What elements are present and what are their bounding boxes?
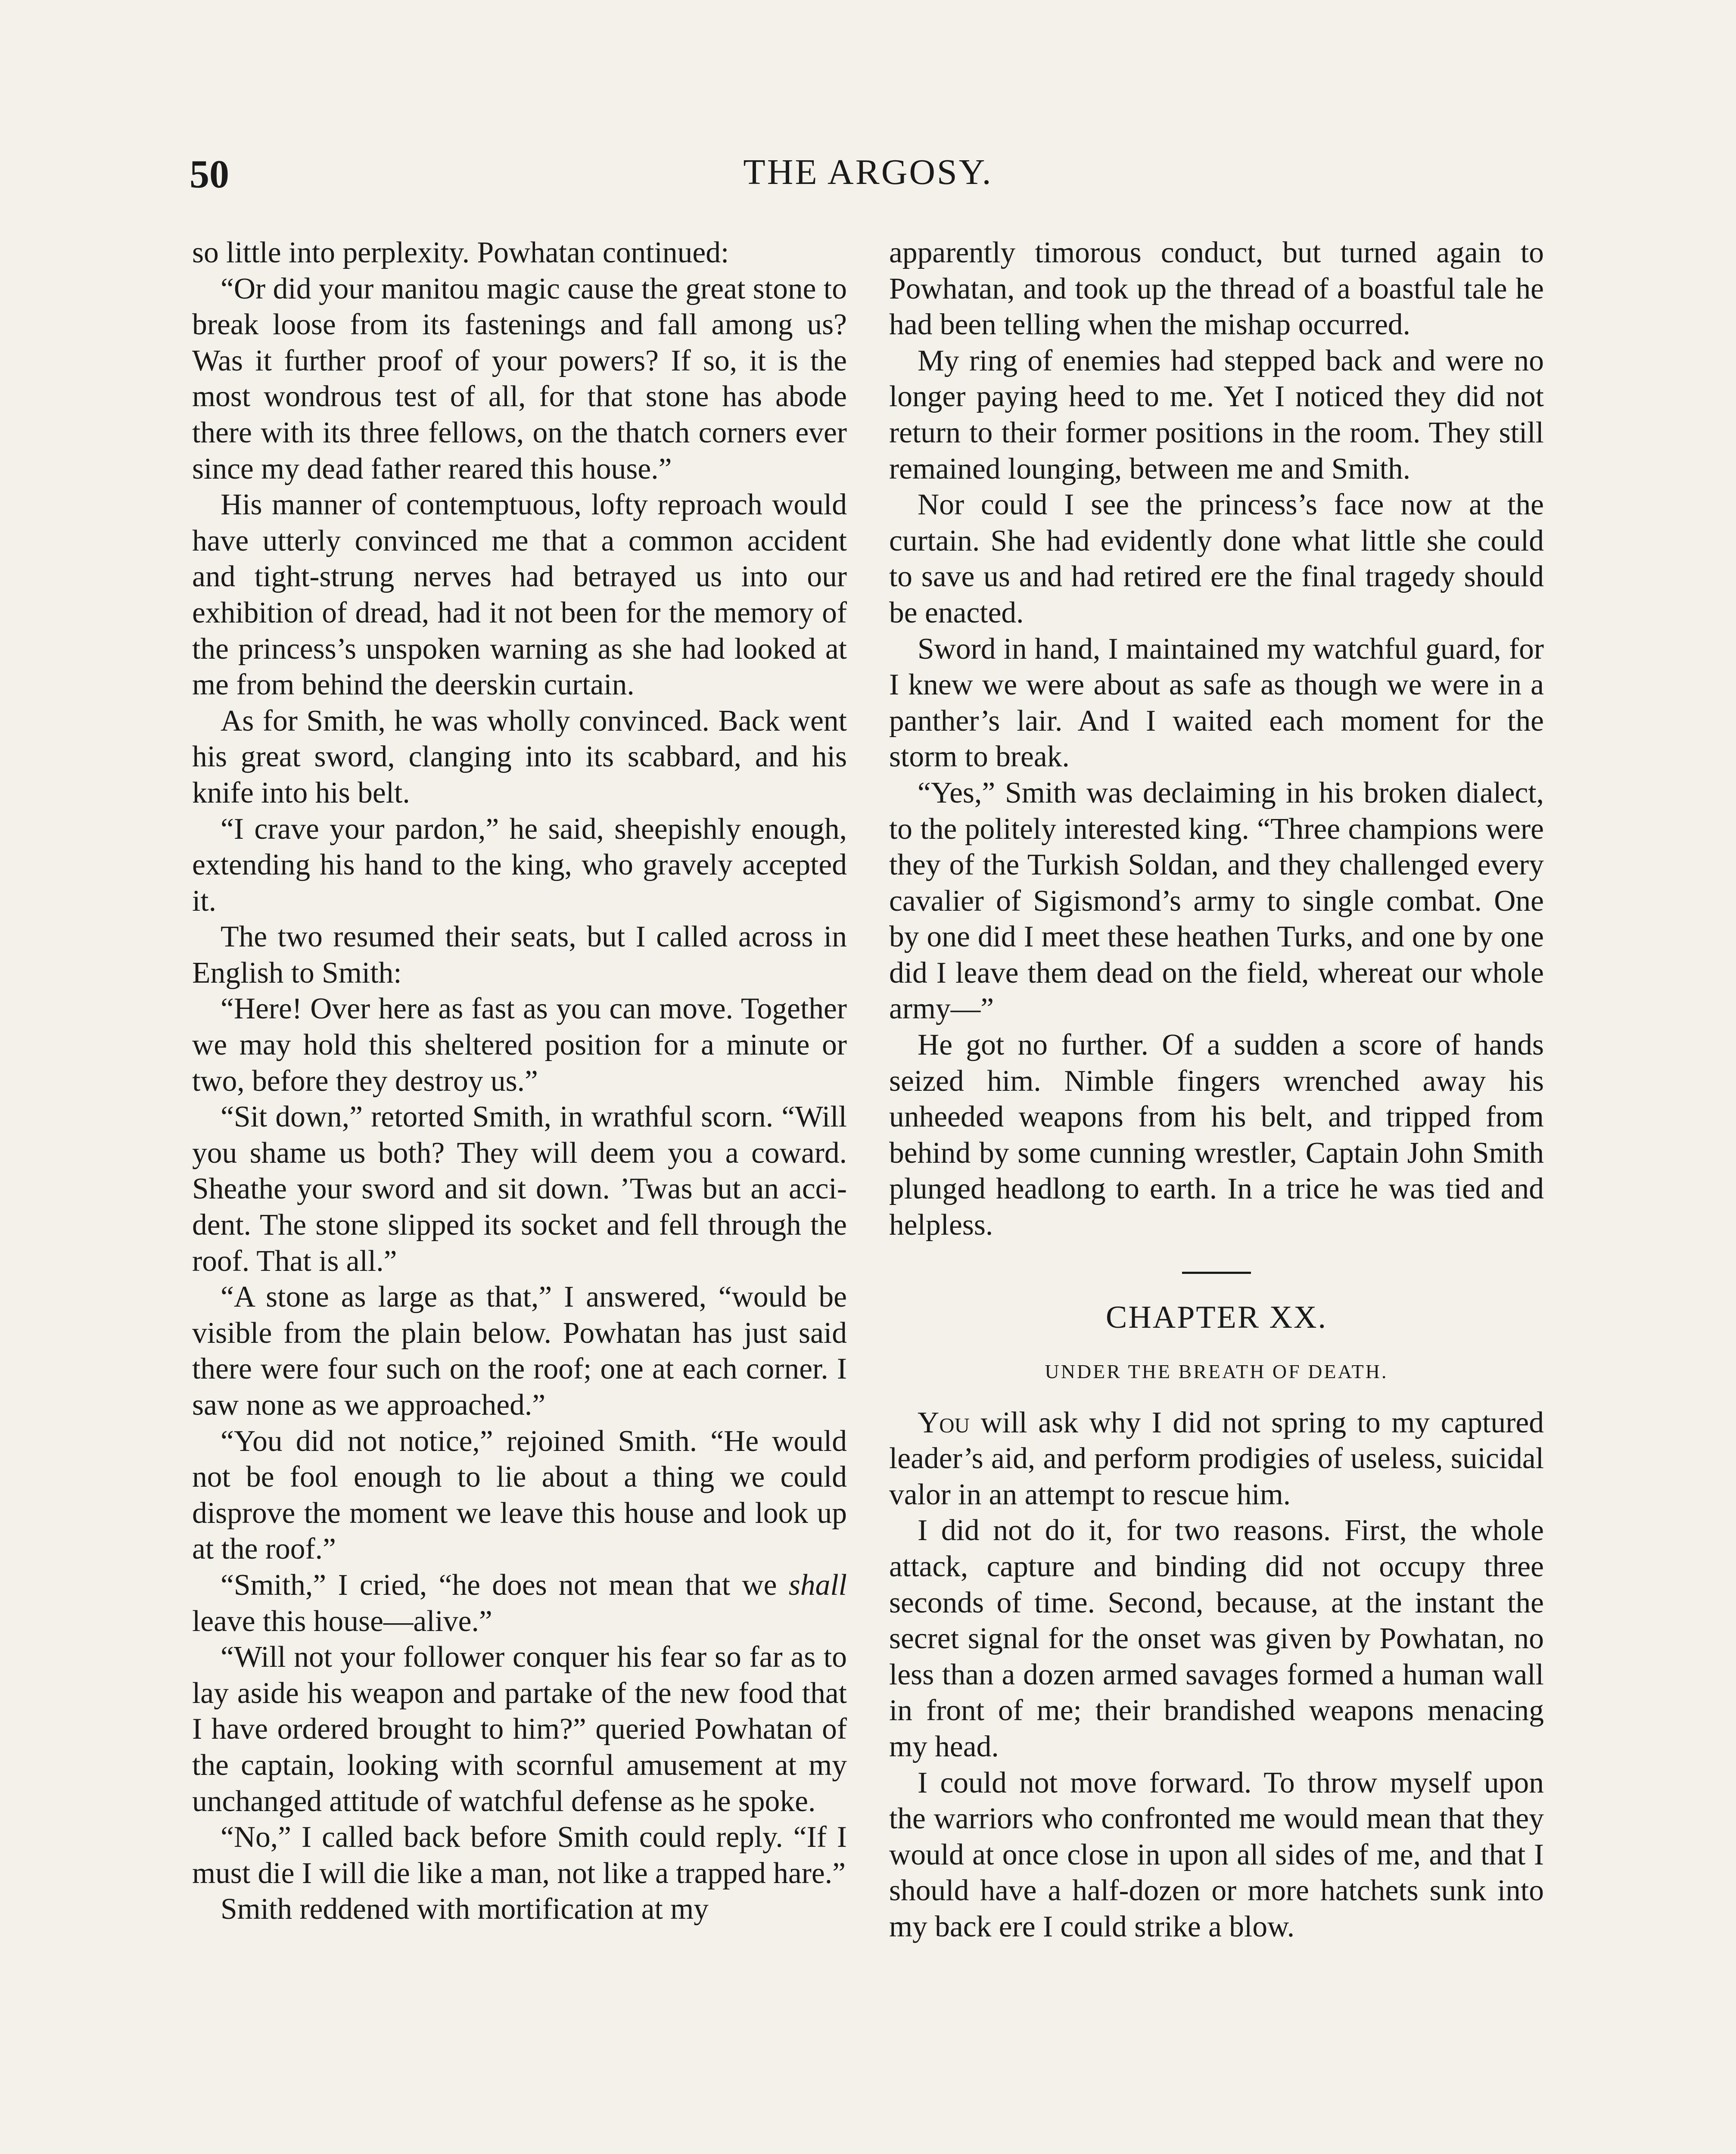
paragraph [889,1405,1544,1513]
paragraph: so little into perplexity. Powhatan continued: [192,236,729,269]
paragraph: I did not do it, for two reasons. First, the whole attack, capture and binding did not occupy three seconds of time. Second, because, at the instant the secret signal for the onset was given by Powhatan, no less than a dozen armed savages formed a human wall in front of me; their brandished weapons menacing my head. [889,1514,1544,1763]
paragraph-text: will ask why I did not spring to my captured leader’s aid, and perform prodigies of useless, suicidal valor in an attempt to rescue him. [889,1406,1544,1511]
running-head: THE ARGOSY. [743,152,993,192]
chapter-subtitle: UNDER THE BREATH OF DEATH. [1045,1360,1388,1382]
emphasis-word: shall [788,1568,847,1602]
paragraph: “Will not your follower conquer his fear so far as to lay aside his weapon and partake of the new food that I have ordered brought to him?” queried Powhatan of the captain, looking with scornful amusement at my unchanged attitude of watchful defense as he spoke. [192,1640,847,1818]
paragraph-text: leave this house—alive.” [192,1604,492,1638]
chapter-title: CHAPTER XX. [1105,1299,1328,1335]
paragraph: “A stone as large as that,” I answered, “would be visible from the plain below. Powhatan has just said there were four such on the roof; one at each corner. I saw none as we approached.” [192,1280,847,1422]
paragraph: “Sit down,” retorted Smith, in wrathful scorn. “Will you shame us both? They will deem you a coward. Sheathe your sword and sit down. ’Twas but an accident. The stone slipped its socket and fell through the roof. That is all.” [192,1100,847,1278]
left-column [192,235,847,1927]
paragraph: “I crave your pardon,” he said, sheepishly enough, extending his hand to the king, who gravely accepted it. [192,812,847,918]
paragraph: Smith reddened with mortification at my [221,1893,709,1926]
paragraph: He got no further. Of a sudden a score of hands seized him. Nimble fingers wrenched away his unheeded weapons from his belt, and tripped from behind by some cunning wrestler, Captain John Smith plunged headlong to earth. In a trice he was tied and helpless. [889,1028,1544,1242]
paragraph: My ring of enemies had stepped back and were no longer paying heed to me. Yet I noticed they did not return to their former positions in the room. They still remained lounging, between me and Smith. [889,344,1544,486]
section-divider [1182,1272,1251,1274]
paragraph: I could not move forward. To throw myself upon the warriors who confronted me would mean that they would at once close in upon all sides of me, and that I should have a half-dozen or more hatchets sunk into my back ere I could strike a blow. [889,1766,1544,1943]
paragraph: apparently timorous conduct, but turned again to Powhatan, and took up the thread of a boastful tale he had been telling when the mishap occurred. [889,236,1544,342]
right-column [889,235,1544,1945]
drop-word: You [918,1406,970,1439]
paragraph: “Here! Over here as fast as you can move. Together we may hold this sheltered position for a minute or two, before they destroy us.” [192,992,847,1098]
paragraph-text: “Smith,” I cried, “he does not mean that we [221,1568,789,1602]
paragraph: “You did not notice,” rejoined Smith. “He would not be fool enough to lie about a thing we could disprove the moment we leave this house and look up at the roof.” [192,1424,847,1566]
paragraph: As for Smith, he was wholly convinced. Back went his great sword, clanging into its scabbard, and his knife into his belt. [192,704,847,809]
paragraph: The two resumed their seats, but I called across in English to Smith: [192,920,847,990]
paragraph: His manner of contemptuous, lofty reproach would have utterly convinced me that a common accident and tight-strung nerves had betrayed us into our exhibition of dread, had it not been for the memory of the princess’s unspoken warning as she had looked at me from behind the deerskin curtain. [192,488,847,702]
paragraph: “Or did your manitou magic cause the great stone to break loose from its fastenings and fall among us? Was it further proof of your powers? If so, it is the most wondrous test of all, for that stone has abode there with its three fellows, on the thatch corners ever since my dead father reared this house.” [192,272,847,486]
paragraph: “Yes,” Smith was declaiming in his broken dialect, to the politely interested king. “Three champions were they of the Turkish Soldan, and they challenged every cavalier of Sigismond’s army to single combat. One by one did I meet these heathen Turks, and one by one did I leave them dead on the field, whereat our whole army—” [889,776,1544,1026]
paragraph [192,1567,847,1639]
page-number: 50 [190,152,229,196]
paragraph: “No,” I called back before Smith could reply. “If I must die I will die like a man, not like a trapped hare.” [192,1821,847,1890]
paragraph: Nor could I see the princess’s face now at the curtain. She had evidently done what little she could to save us and had retired ere the final tragedy should be enacted. [889,488,1544,629]
paragraph: Sword in hand, I maintained my watchful guard, for I knew we were about as safe as though we were in a panther’s lair. And I waited each moment for the storm to break. [889,632,1544,774]
